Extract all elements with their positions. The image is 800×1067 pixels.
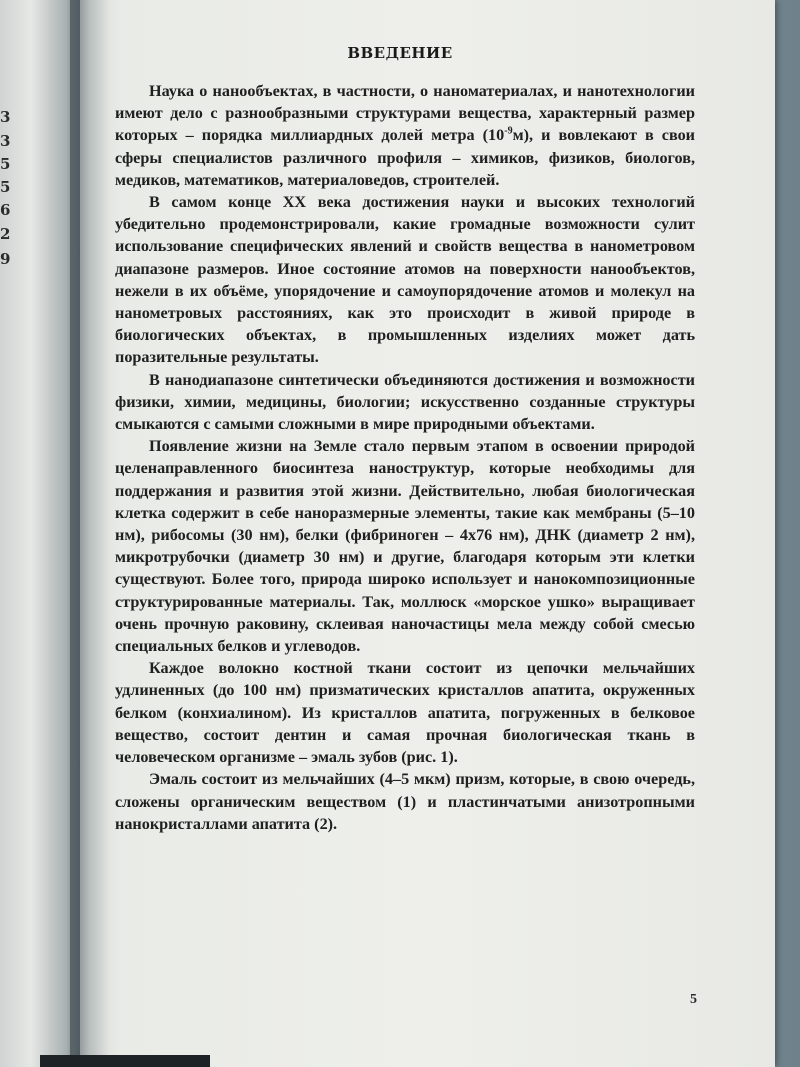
page-number: 5	[690, 992, 697, 1007]
exponent: -9	[504, 126, 513, 138]
left-edge-digit: 5	[0, 155, 11, 173]
paragraph-4: Появление жизни на Земле стало первым этапом в освоении природой целенаправленного биосинтеза наноструктур, которые необходимы для поддержания и развития этой жизни. Действительно, любая биологическая клетка содержит в себе наноразмерные элементы, такие как мембраны (5–10 нм), рибосомы (30 нм), белки (фибриноген – 4х76 нм), ДНК (диаметр 2 нм), микротрубочки (диаметр 30 нм) и другие, благодаря которым эти клетки существуют. Более того, природа широко использует и нанокомпозиционные структурированные материалы. Так, моллюск «морское ушко» выращивает очень прочную раковину, склеивая наночастицы мела между собой смесью специальных белков и углеводов.	[115, 437, 695, 656]
left-edge-digit: 6	[0, 201, 11, 219]
left-edge-digit: 3	[0, 108, 11, 126]
left-page-edge	[0, 0, 78, 1067]
paragraph-2: В самом конце XX века достижения науки и высоких технологий убедительно продемонстрировали, какие громадные возможности сулит использование специфических явлений и свойств вещества в нанометровом диапазоне размеров. Иное состояние атомов на поверхности нанообъектов, нежели в их объёме, упорядочение и самоупорядочение атомов и молекул на нанометровых расстояниях, как это происходит в живой природе в биологических объектах, в промышленных изделиях может дать поразительные результаты.	[115, 193, 695, 367]
paragraph-1: Наука о нанообъектах, в частности, о наноматериалах, и нанотехнологии имеют дело с разнообразными структурами вещества, характерный размер которых – порядка миллиардных долей метра $(10^{-9}м)$, и вовлекают в свои сферы специалистов различного профиля – химиков, физиков, биологов, медиков, математиков, материаловедов, строителей.	[115, 82, 696, 189]
bottom-shadow	[40, 1055, 210, 1067]
left-edge-digit: 5	[0, 178, 11, 196]
paragraph-6: Эмаль состоит из мельчайших (4–5 мкм) призм, которые, в свою очередь, сложены органическим веществом (1) и пластинчатыми анизотропными нанокристаллами апатита (2).	[115, 770, 695, 833]
paragraph-3: В нанодиапазоне синтетически объединяются достижения и возможности физики, химии, медицины, биологии; искусственно созданные структуры смыкаются с самыми сложными в мире природными объектами.	[115, 370, 695, 434]
left-edge-digit: 2	[0, 225, 11, 243]
paragraph-5: Каждое волокно костной ткани состоит из цепочки мельчайших удлиненных (до 100 нм) призматических кристаллов апатита, окруженных белком (конхиалином). Из кристаллов апатита, погруженных в белковое вещество, состоит дентин и самая прочная биологическая ткань в человеческом организме – эмаль зубов (рис. 1).	[115, 659, 695, 767]
chapter-title: ВВЕДЕНИЕ	[347, 44, 453, 62]
page-gutter-shadow	[70, 0, 110, 1067]
left-edge-digit: 9	[0, 250, 11, 268]
left-edge-digit: 3	[0, 132, 11, 150]
body-text	[115, 80, 695, 835]
